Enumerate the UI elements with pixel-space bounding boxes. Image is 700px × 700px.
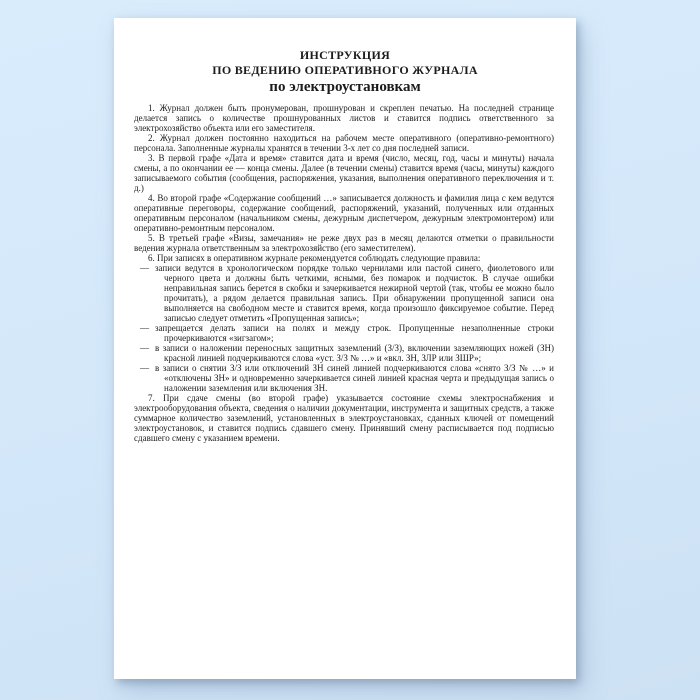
bullet-rule-1-text: записи ведутся в хронологическом порядке только чернилами или пастой синего, фиолетового или черного цвета и должны быть четкими, ясными, без помарок и подчисток. В случае ошибки неправильная запись берется в скобки и зачеркивается нежирной чертой (так, чтобы ее можно было прочитать), а рядом делается правильная запись. При обнаружении пропущенной записи она выполняется на свободном месте и ставится время, когда произошло фиксируемое событие. Перед записью следует отметить «Пропущенная запись»;: [155, 263, 554, 323]
title-line-1: ИНСТРУКЦИЯ: [299, 48, 391, 62]
paragraph-5: 5. В третьей графе «Визы, замечания» не реже двух раз в месяц делаются отметки о правильности ведения журнала ответственным за электрохозяйство (его заместителем).: [134, 233, 554, 253]
title-line-2: ПО ВЕДЕНИЮ ОПЕРАТИВНОГО ЖУРНАЛА: [212, 63, 478, 77]
bullet-rule-2-text: запрещается делать записи на полях и между строк. Пропущенные незаполненные строки прочеркиваются «зигзагом»;: [155, 323, 554, 343]
document-title: [114, 48, 576, 96]
bullet-rule-2: [134, 323, 554, 343]
title-line-3: по электроустановкам: [269, 79, 421, 95]
bullet-rule-3-text: в записи о наложении переносных защитных заземлений (З/З), включении заземляющих ножей (ЗН) красной линией подчеркиваются слова «уст. З/З № …» и «вкл. ЗН, ЗЛР или ЗШР»;: [155, 343, 554, 363]
paragraph-7: 7. При сдаче смены (во второй графе) указывается состояние схемы электроснабжения и электрооборудования объекта, сведения о наличии документации, инструмента и защитных средств, а также суммарное количество заземлений, установленных в электроустановках, сданных ключей от помещений электроустановок, и ставится подпись сдавшего смену. Принявший смену расписывается под подписью сдавшего смену с указанием времени.: [134, 393, 554, 443]
paragraph-1: 1. Журнал должен быть пронумерован, прошнурован и скреплен печатью. На последней странице делается запись о количестве прошнурованных листов и ставится подпись ответственного за электрохозяйство объекта или его заместителя.: [134, 103, 554, 133]
document-page: [114, 18, 576, 679]
dash-marker: —: [140, 343, 149, 353]
bullet-rule-4-text: в записи о снятии З/З или отключений ЗН синей линией подчеркиваются слова «снято З/З № …» и «отключены ЗН» и одновременно зачеркивается синей линией красная черта и предыдущая запись о наложении заземления или включения ЗН.: [155, 363, 554, 393]
dash-marker: —: [140, 323, 149, 333]
bullet-rule-4: [134, 363, 554, 393]
paragraph-3: 3. В первой графе «Дата и время» ставится дата и время (число, месяц, год, часы и минуты) начала смены, а по окончании ее — конца смены. Далее (в течении смены) ставится время (часы, минуты) каждого записываемого события (сообщения, распоряжения, указания, выполнения оперативного переключения и т. д.): [134, 153, 554, 193]
dash-marker: —: [140, 263, 149, 273]
paragraph-2: 2. Журнал должен постоянно находиться на рабочем месте оперативного (оперативно-ремонтного) персонала. Заполненные журналы хранятся в течении 3-х лет со дня последней записи.: [134, 133, 554, 153]
document-body: [114, 103, 576, 443]
paragraph-4: 4. Во второй графе «Содержание сообщений …» записывается должность и фамилия лица с кем ведутся оперативные переговоры, содержание сообщений, распоряжений, указаний, полученных или отданных оперативным персоналом (начальником смены, дежурным диспетчером, дежурным электромонтером) или оперативно-ремонтным персоналом.: [134, 193, 554, 233]
bullet-rule-3: [134, 343, 554, 363]
dash-marker: —: [140, 363, 149, 373]
paragraph-6: 6. При записях в оперативном журнале рекомендуется соблюдать следующие правила:: [148, 253, 481, 263]
bullet-rule-1: [134, 263, 554, 323]
